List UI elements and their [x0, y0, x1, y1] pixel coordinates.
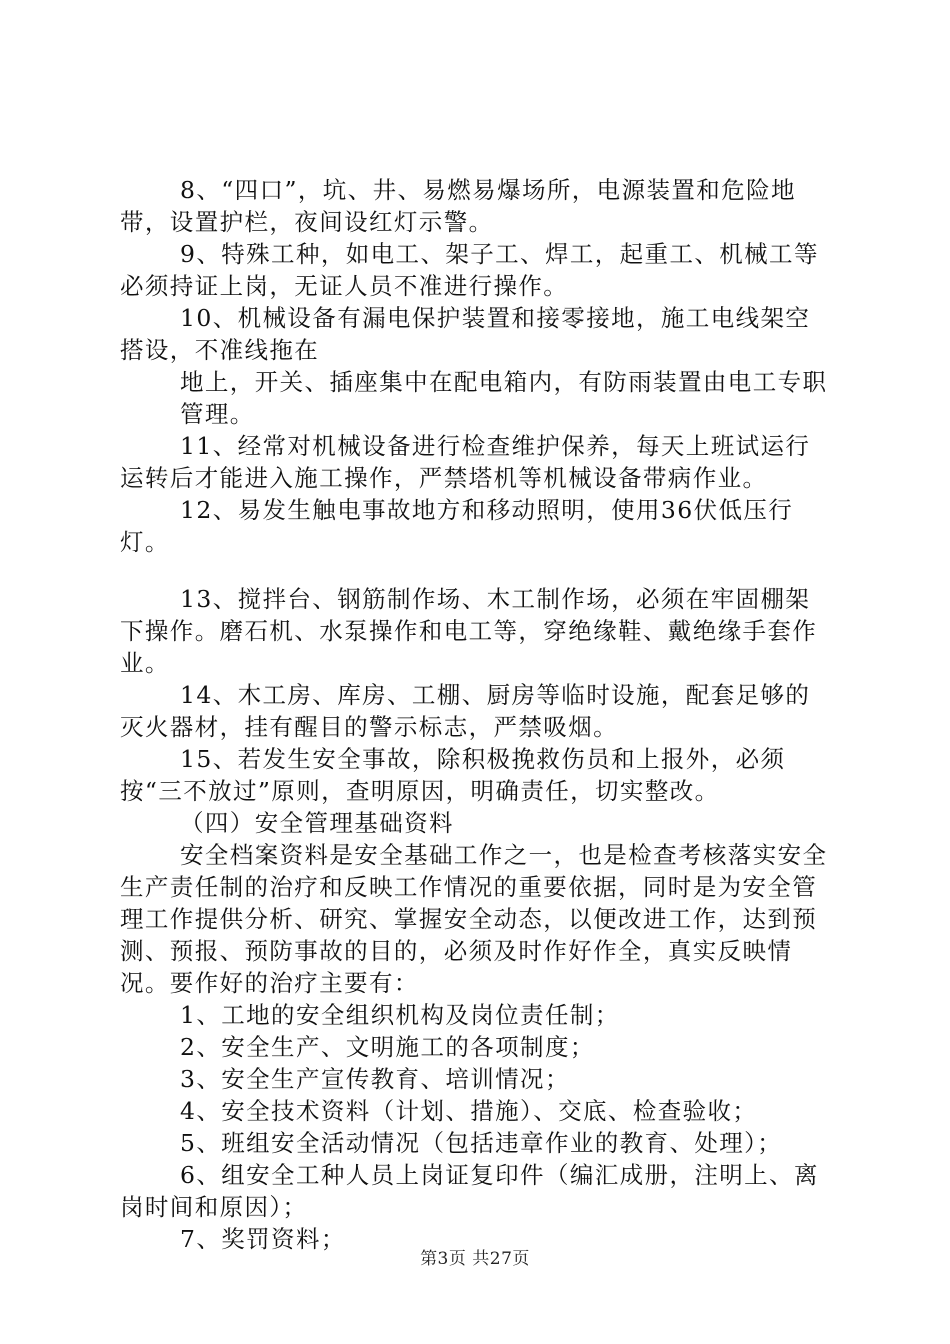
list-item-1: 1、工地的安全组织机构及岗位责任制； — [180, 1001, 620, 1029]
paragraph-item-13: 13、搅拌台、钢筋制作场、木工制作场，必须在牢固棚架下操作。磨石机、水泵操作和电工等，穿绝缘鞋、戴绝缘手套作业。 — [120, 585, 818, 677]
list-item-3: 3、安全生产宣传教育、培训情况； — [180, 1065, 570, 1093]
section-intro-paragraph: 安全档案资料是安全基础工作之一，也是检查考核落实安全生产责任制的治疗和反映工作情况的重要依据，同时是为安全管理工作提供分析、研究、掌握安全动态，以便改进工作，达到预测、预报、预防事故的目的，必须及时作好作全，真实反映情况。要作好的治疗主要有： — [120, 841, 828, 997]
paragraph-item-15: 15、若发生安全事故，除积极挽救伤员和上报外，必须按“三不放过”原则，查明原因，明确责任，切实整改。 — [120, 745, 786, 805]
paragraph-item-10-continued: 地上，开关、插座集中在配电箱内，有防雨装置由电工专职管理。 — [180, 368, 828, 428]
list-item-7: 7、奖罚资料； — [180, 1225, 346, 1253]
paragraph-spacer — [120, 558, 832, 583]
list-item-2: 2、安全生产、文明施工的各项制度； — [180, 1033, 595, 1061]
list-item-6: 6、组安全工种人员上岗证复印件（编汇成册，注明上、离岗时间和原因）； — [120, 1161, 819, 1221]
document-body — [120, 174, 832, 1255]
paragraph-item-14: 14、木工房、库房、工棚、厨房等临时设施，配套足够的灭火器材，挂有醒目的警示标志，严禁吸烟。 — [120, 681, 811, 741]
paragraph-item-10: 10、机械设备有漏电保护装置和接零接地，施工电线架空搭设，不准线拖在 — [120, 304, 811, 364]
paragraph-item-8: 8、“四口”，坑、井、易燃易爆场所，电源装置和危险地带，设置护栏，夜间设红灯示警。 — [120, 176, 796, 236]
paragraph-item-11: 11、经常对机械设备进行检查维护保养，每天上班试运行运转后才能进入施工操作，严禁塔机等机械设备带病作业。 — [120, 432, 811, 492]
paragraph-item-9: 9、特殊工种，如电工、架子工、焊工，起重工、机械工等必须持证上岗，无证人员不准进行操作。 — [120, 240, 819, 300]
paragraph-item-12: 12、易发生触电事故地方和移动照明，使用36伏低压行灯。 — [120, 496, 794, 556]
list-item-5: 5、班组安全活动情况（包括违章作业的教育、处理）； — [180, 1129, 783, 1157]
list-item-4: 4、安全技术资料（计划、措施）、交底、检查验收； — [180, 1097, 758, 1125]
section-heading: （四）安全管理基础资料 — [180, 809, 454, 837]
page-number-footer: 第3页 共27页 — [420, 1249, 530, 1269]
